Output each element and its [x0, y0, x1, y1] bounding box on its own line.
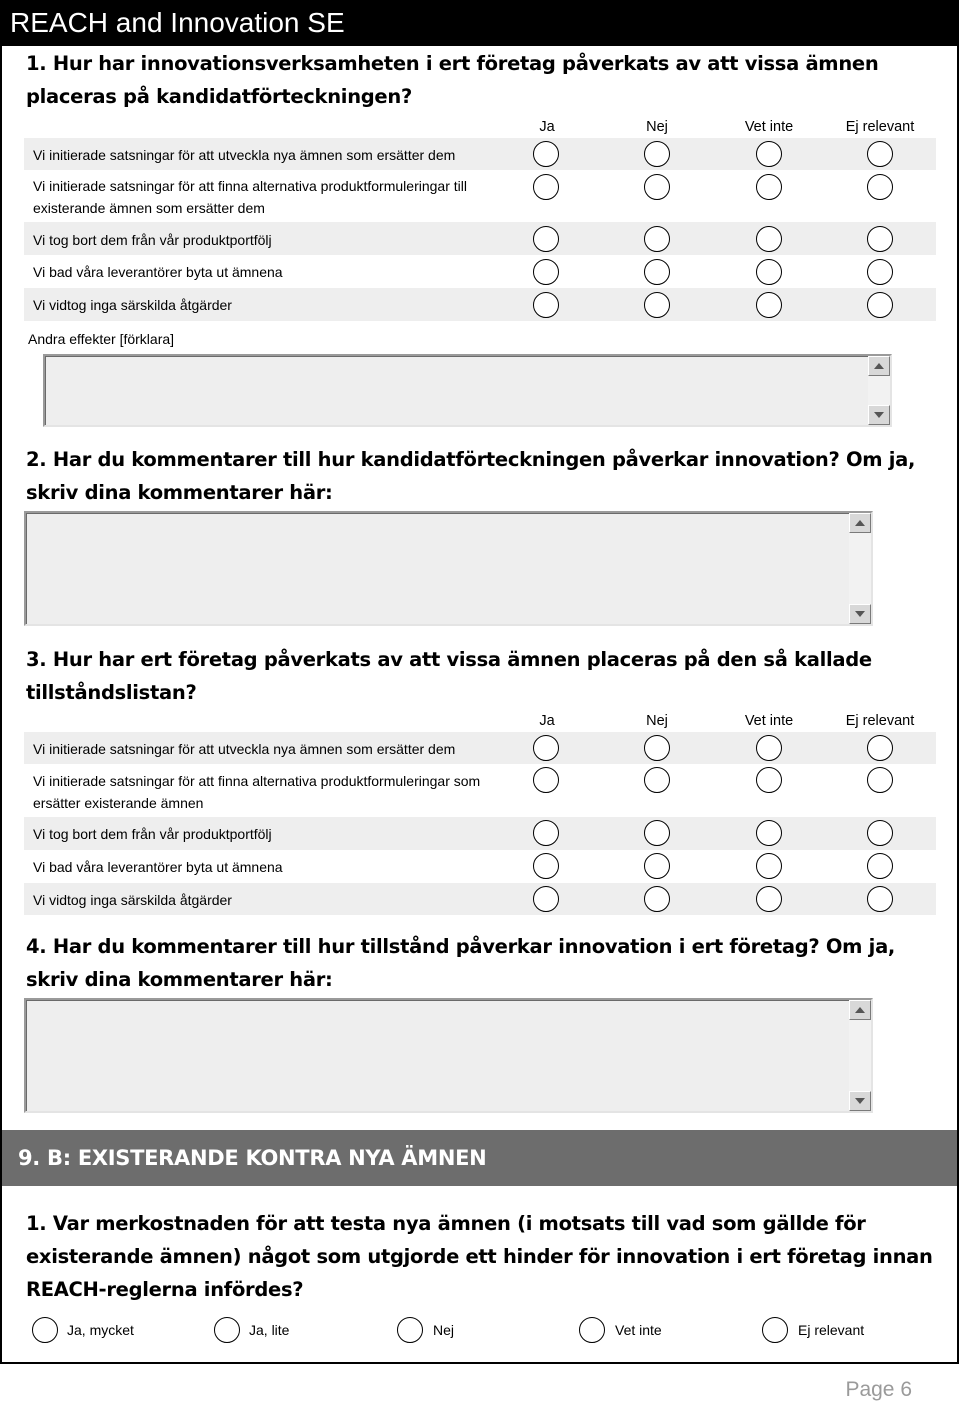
scrollbar[interactable]: [868, 356, 890, 425]
scrollbar[interactable]: [849, 1000, 871, 1111]
arrow-down-icon: [855, 1098, 865, 1104]
scroll-down-button[interactable]: [849, 604, 871, 624]
column-header-ja: Ja: [539, 713, 555, 729]
row-label: Vi bad våra leverantörer byta ut ämnena: [33, 859, 283, 875]
radio-ja[interactable]: [533, 174, 559, 200]
arrow-up-icon: [874, 363, 884, 369]
radio-nej[interactable]: [644, 853, 670, 879]
row-label: Vi initierade satsningar för att finna alternativa produktformuleringar som ersätter existerande ämnen: [33, 773, 481, 811]
question-1-row: [24, 222, 936, 255]
radio-ja[interactable]: [533, 259, 559, 285]
radio-nej[interactable]: [644, 820, 670, 846]
option-label-vet-inte: Vet inte: [615, 1322, 662, 1338]
option-label-nej: Nej: [433, 1322, 455, 1338]
section-header: [2, 1130, 957, 1186]
radio-ja[interactable]: [533, 820, 559, 846]
radio-vet-inte[interactable]: [579, 1317, 605, 1343]
scroll-down-button[interactable]: [868, 405, 890, 425]
radio-ja[interactable]: [533, 767, 559, 793]
column-header-ej-relevant: Ej relevant: [845, 119, 915, 135]
radio-vet-inte[interactable]: [756, 853, 782, 879]
radio-nej[interactable]: [644, 174, 670, 200]
radio-ej-relevant[interactable]: [867, 886, 893, 912]
question-1-row: [24, 170, 936, 222]
radio-vet-inte[interactable]: [756, 174, 782, 200]
arrow-down-icon: [874, 412, 884, 418]
page-number: Page 6: [845, 1378, 912, 1401]
radio-nej[interactable]: [644, 259, 670, 285]
column-header-vet-inte: Vet inte: [744, 713, 794, 729]
radio-ja[interactable]: [533, 886, 559, 912]
question-3-row: [24, 817, 936, 850]
scroll-down-button[interactable]: [849, 1091, 871, 1111]
radio-vet-inte[interactable]: [756, 141, 782, 167]
question-1-row: [24, 255, 936, 288]
radio-ej-relevant[interactable]: [867, 820, 893, 846]
radio-ej-relevant[interactable]: [867, 767, 893, 793]
radio-nej[interactable]: [644, 767, 670, 793]
question-1-heading: 1. Hur har innovationsverksamheten i ert företag påverkats av att vissa ämnen placeras på kandidatförteckningen?: [26, 52, 879, 108]
question-b1-heading: 1. Var merkostnaden för att testa nya ämnen (i motsats till vad som gällde för existerande ämnen) något som utgjorde ett hinder för innovation i ert företag innan REACH-reglerna infördes?: [26, 1212, 933, 1301]
row-label: Vi initierade satsningar för att utveckla nya ämnen som ersätter dem: [33, 741, 456, 757]
other-effects-row: [24, 328, 936, 352]
arrow-up-icon: [855, 1007, 865, 1013]
scroll-up-button[interactable]: [849, 513, 871, 533]
radio-vet-inte[interactable]: [756, 292, 782, 318]
question-1-row: [24, 138, 936, 170]
question-2-textarea[interactable]: [24, 511, 873, 626]
radio-ej-relevant[interactable]: [762, 1317, 788, 1343]
question-2-heading: 2. Har du kommentarer till hur kandidatförteckningen påverkar innovation? Om ja, skriv dina kommentarer här:: [26, 448, 916, 504]
question-3-row: [24, 764, 936, 817]
radio-vet-inte[interactable]: [756, 259, 782, 285]
section-title: 9. B: EXISTERANDE KONTRA NYA ÄMNEN: [18, 1146, 487, 1170]
radio-vet-inte[interactable]: [756, 767, 782, 793]
column-header-ej-relevant: Ej relevant: [845, 713, 915, 729]
arrow-up-icon: [855, 520, 865, 526]
radio-ja[interactable]: [533, 141, 559, 167]
radio-ej-relevant[interactable]: [867, 853, 893, 879]
radio-nej[interactable]: [397, 1317, 423, 1343]
option-label-ja-lite: Ja, lite: [249, 1322, 290, 1338]
scroll-up-button[interactable]: [868, 356, 890, 376]
column-header-nej: Nej: [646, 119, 668, 135]
radio-vet-inte[interactable]: [756, 226, 782, 252]
radio-ej-relevant[interactable]: [867, 259, 893, 285]
question-3-heading: 3. Hur har ert företag påverkats av att vissa ämnen placeras på den så kallade tillståndslistan?: [26, 648, 872, 704]
radio-ja[interactable]: [533, 292, 559, 318]
row-label: Vi tog bort dem från vår produktportfölj: [33, 826, 272, 842]
radio-ej-relevant[interactable]: [867, 292, 893, 318]
question-3-row: [24, 883, 936, 915]
radio-ej-relevant[interactable]: [867, 174, 893, 200]
option-label-ej-relevant: Ej relevant: [798, 1322, 865, 1338]
column-header-vet-inte: Vet inte: [744, 119, 794, 135]
row-label: Vi initierade satsningar för att finna alternativa produktformuleringar till existerande ämnen som ersätter dem: [33, 178, 467, 216]
column-header-ja: Ja: [539, 119, 555, 135]
row-label: Vi bad våra leverantörer byta ut ämnena: [33, 264, 283, 280]
radio-vet-inte[interactable]: [756, 820, 782, 846]
question-3-row: [24, 732, 936, 764]
radio-ja[interactable]: [533, 226, 559, 252]
column-header-nej: Nej: [646, 713, 668, 729]
row-label: Vi initierade satsningar för att utveckla nya ämnen som ersätter dem: [33, 147, 456, 163]
scrollbar[interactable]: [849, 513, 871, 624]
radio-vet-inte[interactable]: [756, 735, 782, 761]
scroll-up-button[interactable]: [849, 1000, 871, 1020]
radio-vet-inte[interactable]: [756, 886, 782, 912]
row-label: Vi tog bort dem från vår produktportfölj: [33, 232, 272, 248]
question-4-textarea[interactable]: [24, 998, 873, 1113]
radio-ej-relevant[interactable]: [867, 141, 893, 167]
radio-nej[interactable]: [644, 886, 670, 912]
row-label: Vi vidtog inga särskilda åtgärder: [33, 297, 232, 313]
other-effects-textarea[interactable]: [43, 354, 892, 427]
question-3-row: [24, 850, 936, 883]
radio-ja-mycket[interactable]: [32, 1317, 58, 1343]
question-4-heading: 4. Har du kommentarer till hur tillstånd påverkar innovation i ert företag? Om ja, skriv dina kommentarer här:: [26, 935, 896, 991]
arrow-down-icon: [855, 611, 865, 617]
radio-nej[interactable]: [644, 226, 670, 252]
radio-nej[interactable]: [644, 735, 670, 761]
row-label: Vi vidtog inga särskilda åtgärder: [33, 892, 232, 908]
radio-ej-relevant[interactable]: [867, 226, 893, 252]
radio-ja[interactable]: [533, 735, 559, 761]
radio-ej-relevant[interactable]: [867, 735, 893, 761]
radio-nej[interactable]: [644, 292, 670, 318]
option-label-ja-mycket: Ja, mycket: [67, 1322, 134, 1338]
radio-ja[interactable]: [533, 853, 559, 879]
other-effects-label: Andra effekter [förklara]: [28, 331, 175, 347]
radio-ja-lite[interactable]: [214, 1317, 240, 1343]
page-title: REACH and Innovation SE: [0, 0, 959, 46]
radio-nej[interactable]: [644, 141, 670, 167]
question-1-row: [24, 288, 936, 321]
